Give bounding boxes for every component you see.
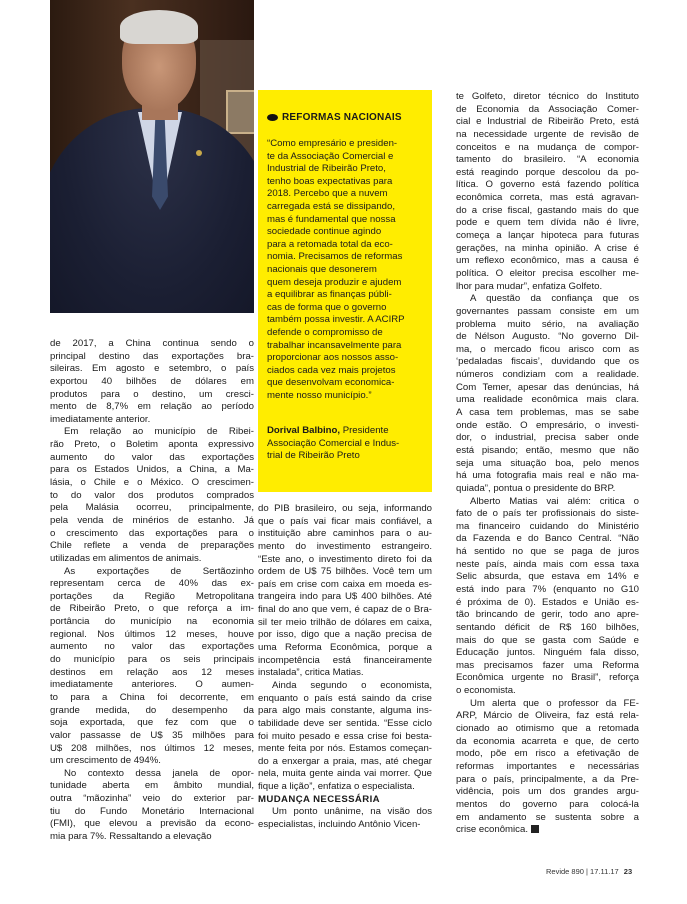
article-column-1 <box>50 338 254 844</box>
paragraph <box>50 426 254 565</box>
text-line: Econômica urgente no Brasil”, reforça <box>456 672 639 684</box>
portrait-photo <box>50 0 254 313</box>
text-line: em andamento se sustenta sobre a <box>456 811 639 823</box>
bullet-icon <box>267 114 278 121</box>
text-line: cionado ao otimismo que a retomada <box>456 723 639 735</box>
text-line: Alberto Matias vai além: critica o <box>470 495 639 507</box>
text-line: do PIB brasileiro, ou seja, informando <box>258 503 432 514</box>
text-line: mente feita por nós. Estamos começan- <box>258 743 432 755</box>
text-line: crise econômica. <box>456 824 639 837</box>
sidebar-quote <box>267 138 427 402</box>
text-line: No contexto dessa janela de opor- <box>64 767 254 779</box>
paragraph <box>50 768 254 844</box>
text-line: pela venda de minérios de estanho. Já <box>50 514 254 526</box>
quote-line: mente nosso município.” <box>267 389 372 401</box>
text-line: modo, põe em risco a efetivação de <box>456 748 639 760</box>
signature-role: Presidente <box>340 425 389 436</box>
text-line: neste país, ainda mais com essa taxa <box>456 558 639 570</box>
text-line: uma Reforma Econômica, porque a <box>258 642 432 654</box>
article-column-2 <box>258 503 432 832</box>
text-line: aumento do valor das exportações <box>50 451 254 463</box>
text-line: cial e Industrial de Ribeirão Preto, está <box>456 116 639 128</box>
text-line: produtos para o destino, um cresci- <box>50 388 254 400</box>
text-line: (FMI), que elevou a previsão da econo- <box>50 818 254 830</box>
text-line: foi muito pesado e essa crise foi bestа- <box>258 730 432 742</box>
text-line: portações da Região Metropolitana <box>50 590 254 602</box>
quote-line: te da Associação Comercial e <box>267 150 394 162</box>
text-line: Ainda segundo o economista, <box>272 679 432 691</box>
text-line: está reagindo porque descolou da po- <box>456 166 639 178</box>
quote-line: que desenvolvam economica- <box>267 377 395 389</box>
text-line: mentos do governo para colocá-la <box>456 798 639 810</box>
quote-line: 2018. Percebo que a nuvem <box>267 188 388 200</box>
text-line: lhor para mudar”, enfatiza Golfeto. <box>456 280 603 292</box>
section-subhead <box>258 794 432 807</box>
text-line: mas precisamos fazer uma Reforma <box>456 659 639 671</box>
article-column-3 <box>456 91 639 837</box>
text-line: ma, o mercado ficou arisco com as <box>456 343 639 355</box>
page-footer <box>546 867 632 876</box>
text-line: lásia, o Chile e o México. O crescimen- <box>50 477 254 489</box>
text-line: sileiras. Em agosto e setembro, o país <box>50 363 254 375</box>
text-line: U$ 208 milhões, nos últimos 12 meses, <box>50 742 254 754</box>
text-line: econômica correta, mas está agravan- <box>456 192 639 204</box>
text-line: sentando déficit de R$ 160 bilhões, <box>456 621 639 633</box>
text-line: uma realidade econômica mais clara. <box>456 394 639 406</box>
text-line: Educação juntos. Ninguém fala disso, <box>456 647 639 659</box>
text-line: para os Estados Unidos, a China, a Ma- <box>50 464 254 476</box>
text-line: outra “mãozinha” veio do exterior par- <box>50 793 254 805</box>
text-line: tão brincando de gerir, todo ano apre- <box>456 609 639 621</box>
text-line: portância do município na economia <box>50 616 254 628</box>
end-of-article-icon <box>531 825 539 833</box>
text-line: um crescimento de 494%. <box>50 755 161 767</box>
text-line: A questão da confiança que os <box>470 293 639 305</box>
quote-line: nomia. Precisamos de reformas <box>267 251 403 263</box>
text-line: quiada”, pontua o presidente do BRP. <box>456 482 616 494</box>
text-line: regional. Nos últimos 12 meses, houve <box>50 628 254 640</box>
text-line: país em crise com caixa em moeda es- <box>258 578 432 590</box>
paragraph <box>456 496 639 698</box>
quote-line: cas de forma que o governo <box>267 301 387 313</box>
signature-name: Dorival Balbino, <box>267 425 341 436</box>
text-line: o crescimento das exportações para o <box>50 527 254 539</box>
paragraph <box>50 566 254 768</box>
text-line: vidência, pois um dos grandes argu- <box>456 786 639 798</box>
quote-line: ciados cada vez mais projetos <box>267 364 396 376</box>
paragraph <box>258 503 432 680</box>
text-line: mento do investimento estrangeiro. <box>258 540 432 552</box>
text-line: está pisando; então, mesmo que não <box>456 444 639 456</box>
quote-line: quem deseja produzir e ajudem <box>267 276 402 288</box>
text-line: nela, muita gente ainda vai morrer. Que <box>258 768 432 780</box>
text-line: um reflexo econômico, mas a causa é <box>456 255 639 267</box>
text-line: mais do que se gasta com Saúde e <box>456 634 639 646</box>
text-line: governantes passam consiste em um <box>456 305 639 317</box>
quote-line: Industrial de Ribeirão Preto, <box>267 163 386 175</box>
text-line: to do valor dos produtos comprados <box>50 489 254 501</box>
subhead-text: MUDANÇA NECESSÁRIA <box>258 793 380 805</box>
signature-line: trial de Ribeirão Preto <box>267 450 360 462</box>
quote-line: trabalhar incansavelmente para <box>267 339 402 351</box>
text-line: As exportações de Sertãozinho <box>64 565 254 577</box>
text-line: final do ano que vem, é capaz de o Bra- <box>258 604 432 616</box>
quote-line: “Como empresário e presiden- <box>267 138 398 149</box>
text-line: sil ter meio trilhão de dólares em caixa, <box>258 616 432 628</box>
text-line: reformas importantes e necessárias <box>456 760 639 772</box>
text-line: há uma fotografia mais real e não ma- <box>456 470 639 482</box>
text-line: “Este ano, o investimento direto foi da <box>258 553 432 565</box>
quote-line: defende o compromisso de <box>267 326 383 338</box>
quote-line: nacionais que desonerem <box>267 263 377 275</box>
text-line: Com Temer, apesar das denúncias, há <box>456 381 639 393</box>
quote-line: proporcionar aos nossos asso- <box>267 352 399 364</box>
text-line: Chile reflete a venda de preparações <box>50 540 254 552</box>
text-line: to para a China foi decorrente, em <box>50 691 254 703</box>
text-line: de 2017, a China continua sendo o <box>50 338 254 349</box>
text-line: por isso, digo que a nação precisa de <box>258 629 432 641</box>
text-line: exportou 40 bilhões de dólares em <box>50 375 254 387</box>
text-line: A casa tem problemas, mas se sabe <box>456 407 639 419</box>
sidebar-title: REFORMAS NACIONAIS <box>282 112 402 123</box>
text-line: te Golfeto, diretor técnico do Instituto <box>456 91 639 102</box>
paragraph <box>456 293 639 495</box>
text-line: pela Malásia ocorreu, principalmente, <box>50 502 254 514</box>
text-line: instituição abre caminhos para o au- <box>258 528 432 540</box>
text-line: pode e quem tem dívida não é livre, <box>456 217 639 229</box>
text-line: mia para 7%. Ressaltando a elevação <box>50 830 212 842</box>
text-line: tunidade aberta em âmbito mundial, <box>50 780 254 792</box>
text-line: ma financeiro cuidando do Ministério <box>456 520 639 532</box>
text-line: Selic absurda, que estava em 14% e <box>456 571 639 583</box>
text-line: do município para os seis principais <box>50 654 254 666</box>
text-line: conceitos e na mudança de compor- <box>456 141 639 153</box>
text-line: problema muito sério, na avaliação <box>456 318 639 330</box>
text-line: política. O eleitor precisa escolher me- <box>456 267 639 279</box>
text-line: o economista. <box>456 685 516 697</box>
text-line: é próxima de 0). Estados e União es- <box>456 596 639 608</box>
paragraph <box>258 680 432 794</box>
sidebar-signature <box>267 425 427 463</box>
text-line: incompetência está financeiramente <box>258 654 432 666</box>
text-line: dor, o industrial, precisa saber onde <box>456 432 639 444</box>
quote-line: tenho boas expectativas para <box>267 175 393 187</box>
quote-line: para a retomada total da eco- <box>267 238 393 250</box>
text-line: soja exportada, que fez com que o <box>50 717 254 729</box>
text-line: na necessidade urgente de revisão de <box>456 128 639 140</box>
paragraph <box>258 806 432 831</box>
text-line: de Nélson Augusto. “No governo Dil- <box>456 331 639 343</box>
quote-line: carregada está se dissipando, <box>267 200 395 212</box>
text-line: representam cerca de 40% das ex- <box>50 578 254 590</box>
text-line: para o país, principalmente, a da Pre- <box>456 773 639 785</box>
text-line: valor passasse de U$ 35 milhões para <box>50 729 254 741</box>
quote-line: mas é fundamental que nossa <box>267 213 396 225</box>
text-line: começa a lançar hipoteca para futuras <box>456 230 639 242</box>
text-line: mento de 8,7% em relação ao período <box>50 401 254 413</box>
quote-line: sociedade continue agindo <box>267 226 382 238</box>
text-line: principal destino das exportações bra- <box>50 350 254 362</box>
text-line: está indo para 7% (enquanto no G10 <box>456 583 639 595</box>
text-line: grande medida, do desempenho da <box>50 704 254 716</box>
text-line: ARP, Márcio de Oliveira, faz está rela- <box>456 710 639 722</box>
text-line: rão Preto, o Boletim aponta expressivo <box>50 439 254 451</box>
signature-line: Associação Comercial e Indus- <box>267 437 400 449</box>
text-line: ‘pedaladas fiscais’, duvidando que os <box>456 356 639 368</box>
text-line: do a crise fiscal, gastando mais do que <box>456 204 639 216</box>
paragraph <box>456 698 639 837</box>
text-line: tamento do brasileiro. “A economia <box>456 154 639 166</box>
text-line: onde estão. O empresário, o investi- <box>456 419 639 431</box>
text-line: enquanto o país está saindo da crise <box>258 692 432 704</box>
text-line: instalada”, critica Matias. <box>258 667 364 679</box>
paragraph <box>456 91 639 293</box>
text-line: Um alerta que o professor da FE- <box>470 697 639 709</box>
text-line: Em relação ao município de Ribei- <box>64 426 254 438</box>
text-line: utilizadas em alimentos de animais. <box>50 552 202 564</box>
text-line: para algo mais constante, alguma ins- <box>258 705 432 717</box>
text-line: trangeira indo para U$ 400 bilhões. Até <box>258 591 432 603</box>
magazine-issue: Revide 890 | 17.11.17 <box>546 867 619 876</box>
text-line: de Economia da Associação Comer- <box>456 103 639 115</box>
quote-line: também possa investir. A ACIRP <box>267 314 405 326</box>
text-line: tiu do Fundo Monetário Internacional <box>50 805 254 817</box>
text-line: há sentido no que se paga de juros <box>456 546 639 558</box>
text-line: aumento no valor das exportações <box>50 641 254 653</box>
text-line: tabilidade deve ser sentida. “Esse ciclo <box>258 717 432 729</box>
text-line: fato de o país ter profissionais do siste- <box>456 508 639 520</box>
text-line: seja uma situação boa, pelo menos <box>456 457 639 469</box>
text-line: que o país vai ficar mais confiável, a <box>258 515 432 527</box>
text-line: gerações, na minha opinião. A crise é <box>456 242 639 254</box>
text-line: do a enxergar a praia, mas, até chegar <box>258 755 432 767</box>
text-line: imediatamente anterior. <box>50 413 151 425</box>
text-line: Um ponto unânime, na visão dos <box>272 806 432 818</box>
page-number: 23 <box>623 867 633 876</box>
text-line: destinos em relação aos 12 meses <box>50 666 254 678</box>
quote-line: a equilibrar as finanças públi- <box>267 289 392 301</box>
text-line: da economia acarreta e que, de certo <box>456 735 639 747</box>
text-line: da Fazenda e do Banco Central. “Não <box>456 533 639 545</box>
paragraph <box>50 338 254 426</box>
text-line: lítica. O governo está fazendo política <box>456 179 639 191</box>
sidebar-heading <box>267 112 402 123</box>
text-line: especialistas, incluindo Antônio Vicen- <box>258 819 421 831</box>
text-line: imediatamente anteriores. O aumen- <box>50 679 254 691</box>
text-line: de Ribeirão Preto, o que reforça a im- <box>50 603 254 615</box>
text-line: números condiziam com a realidade. <box>456 369 639 381</box>
text-line: fique a lição”, enfatiza o especialista. <box>258 781 415 793</box>
text-line: ordem de U$ 75 bilhões. Você tem um <box>258 566 432 578</box>
